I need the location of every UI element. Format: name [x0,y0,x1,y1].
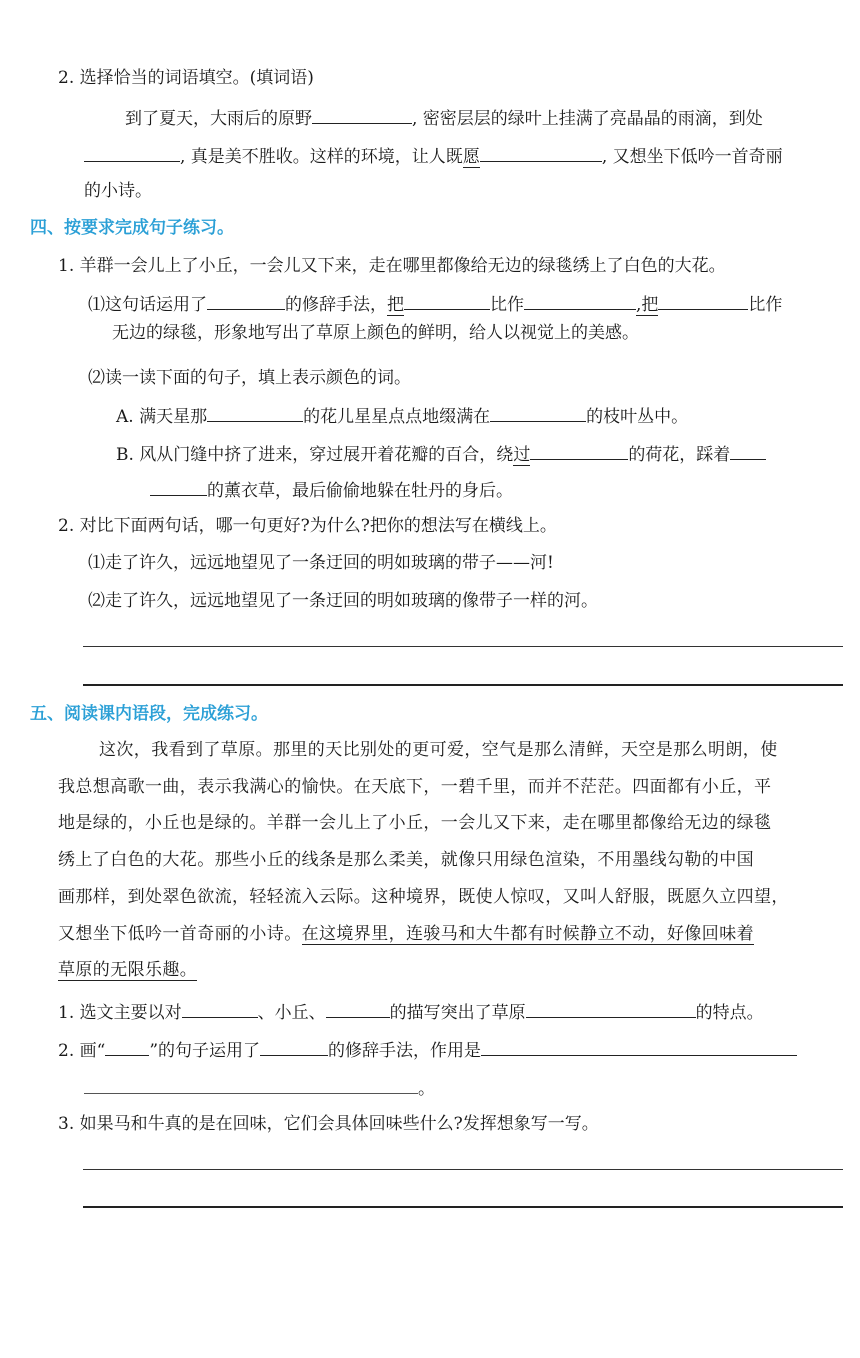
answer-blank[interactable] [84,143,180,162]
option-text: B. 风从门缝中挤了进来，穿过展开着花瓣的百合，绕 [116,445,514,465]
sec5-q3: 3. 如果马和牛真的是在回味，它们会具体回味些什么?发挥想象写一写。 [58,1114,599,1134]
passage-line: 画那样，到处翠色欲流，轻轻流入云际。这种境界，既使人惊叹，又叫人舒服，既愿久立四望， [58,887,789,907]
answer-blank[interactable] [658,291,748,310]
sec4-q2-sentence-1: ⑴走了许久，远远地望见了一条迂回的明如玻璃的带子——河! [88,553,554,573]
passage-underlined-sentence: 在这境界里，连骏马和大牛都有时候静立不动，好像回味着 [301,924,755,944]
sec4-q2-sentence-2: ⑵走了许久，远远地望见了一条迂回的明如玻璃的像带子一样的河。 [88,591,598,611]
passage-text: 又想坐下低吟一首奇丽的小诗。 [58,924,302,944]
option-text: 的枝叶丛中。 [586,407,689,427]
q-text: 2. 画“ [58,1041,106,1061]
sec4-q1-sub2: ⑵读一读下面的句子，填上表示颜色的词。 [88,368,411,388]
answer-blank[interactable] [84,1075,418,1094]
sec5-q1 [58,999,764,1025]
answer-blank[interactable] [530,441,628,460]
answer-blank[interactable] [480,143,602,162]
section-5-heading: 五、阅读课内语段，完成练习。 [30,704,268,724]
q2-text: , 又想坐下低吟一首奇丽 [601,147,783,167]
q2-text: 到了夏天，大雨后的原野 [125,109,312,129]
answer-blank[interactable] [524,291,636,310]
sec4-q2: 2. 对比下面两句话，哪一句更好?为什么?把你的想法写在横线上。 [58,516,557,536]
sub-underlined-text: 把 [641,295,659,315]
section-4-heading: 四、按要求完成句子练习。 [30,218,234,238]
answer-blank[interactable] [481,1037,797,1056]
option-underlined-text: 过 [513,445,531,465]
answer-blank[interactable] [404,291,490,310]
answer-blank[interactable] [730,441,766,460]
sub-text: 的修辞手法， [285,295,387,315]
q2-title: 2. 选择恰当的词语填空。(填词语) [58,68,314,88]
option-text: A. 满天星那 [116,407,208,427]
answer-blank[interactable] [312,105,412,124]
passage-line [58,922,754,946]
answer-blank[interactable] [526,999,696,1018]
sub-text: 比作 [490,295,524,315]
option-text: 的薰衣草，最后偷偷地躲在牡丹的身后。 [207,481,513,501]
answer-blank[interactable] [490,403,586,422]
sec4-q1: 1. 羊群一会儿上了小丘，一会儿又下来，走在哪里都像给无边的绿毯绣上了白色的大花。 [58,256,726,276]
q-text: 、小丘、 [257,1003,326,1023]
q2-text: , 密密层层的绿叶上挂满了亮晶晶的雨滴，到处 [412,109,763,129]
q2-text: , 真是美不胜收。这样的环境，让人既 [180,147,463,167]
q-text: ”的句子运用了 [149,1041,261,1061]
sub-underlined-text: 把 [387,295,404,315]
option-text: 的花儿星星点点地缀满在 [303,407,491,427]
passage-line: 地是绿的，小丘也是绿的。羊群一会儿上了小丘，一会儿又下来，走在哪里都像给无边的绿毯 [58,813,772,833]
sub-text: 比作 [748,295,783,315]
answer-line[interactable] [83,646,843,647]
sec4-option-a [116,403,688,429]
answer-blank[interactable] [326,999,390,1018]
option-text: 的荷花，踩着 [628,445,731,465]
sec4-q1-sub1-line2: 无边的绿毯，形象地写出了草原上颜色的鲜明，给人以视觉上的美感。 [112,323,639,343]
passage-underlined-sentence: 草原的无限乐趣。 [58,960,198,980]
q-text: 1. 选文主要以对 [58,1003,182,1023]
q-text: 的描写突出了草原 [389,1003,526,1023]
passage-line [58,958,197,982]
answer-line[interactable] [83,1206,843,1208]
answer-line[interactable] [83,684,843,686]
sec4-option-b-line1 [116,441,766,467]
passage-line: 我总想高歌一曲，表示我满心的愉快。在天底下，一碧千里，而并不茫茫。四面都有小丘，平 [58,777,772,797]
q-text: 。 [418,1079,435,1099]
q2-line-3: 的小诗。 [84,181,152,201]
answer-blank[interactable] [182,999,258,1018]
sec4-option-b-line2 [150,477,513,503]
passage-line: 绣上了白色的大花。那些小丘的线条是那么柔美，就像只用绿色渲染，不用墨线勾勒的中国 [58,850,754,870]
answer-blank[interactable] [260,1037,328,1056]
q-text: 的特点。 [695,1003,764,1023]
sec5-q2 [58,1037,797,1063]
q2-underlined-text: 愿 [462,147,480,167]
q2-line-2 [84,143,783,169]
answer-blank[interactable] [207,291,285,310]
sec4-q1-sub1-line1 [88,291,782,317]
answer-blank[interactable] [207,403,303,422]
answer-line[interactable] [83,1169,843,1170]
sec5-q2-continuation [84,1075,435,1101]
sub-text: ⑴这句话运用了 [88,295,207,315]
passage-line: 这次，我看到了草原。那里的天比别处的更可爱，空气是那么清鲜，天空是那么明朗，使 [99,740,778,760]
answer-blank[interactable] [105,1037,149,1056]
q-text: 的修辞手法，作用是 [328,1041,482,1061]
answer-blank[interactable] [150,477,207,496]
q2-line-1 [125,105,763,131]
sub-underlined-text: , [636,295,642,315]
